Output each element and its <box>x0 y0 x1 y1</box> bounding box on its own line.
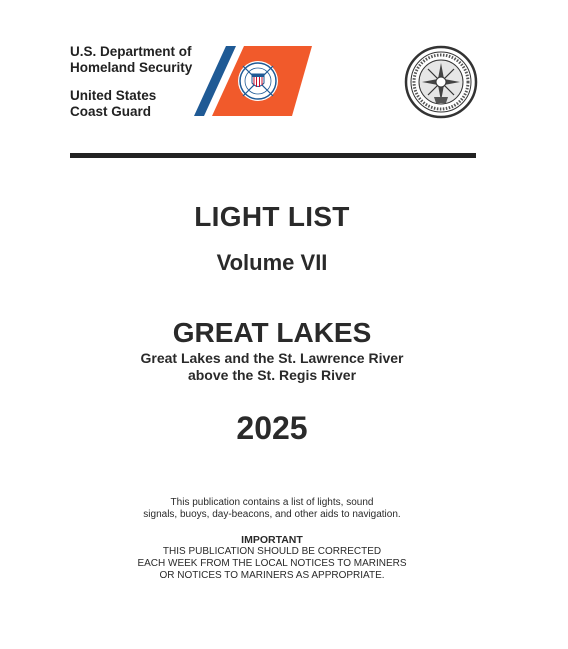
department-name <box>70 44 192 76</box>
header-divider <box>70 153 476 158</box>
coast-guard-emblem-icon <box>238 61 278 101</box>
important-line-3: OR NOTICES TO MARINERS AS APPROPRIATE. <box>159 570 385 581</box>
page-title: LIGHT LIST <box>194 201 350 232</box>
region-subtitle-line-2: above the St. Regis River <box>187 367 357 383</box>
important-line-2: EACH WEEK FROM THE LOCAL NOTICES TO MARINERS <box>137 558 407 569</box>
department-line-2: Homeland Security <box>70 60 193 75</box>
navigation-center-seal-icon <box>404 45 478 119</box>
edition-year: 2025 <box>236 410 308 446</box>
important-line-1: THIS PUBLICATION SHOULD BE CORRECTED <box>162 546 382 557</box>
coast-guard-stripe-logo <box>194 46 314 116</box>
agency-line-1: United States <box>70 88 157 103</box>
description-line-1: This publication contains a list of lights, sound <box>170 497 374 508</box>
description-line-2: signals, buoys, day-beacons, and other aids to navigation. <box>143 509 401 520</box>
department-line-1: U.S. Department of <box>70 44 192 59</box>
region-title: GREAT LAKES <box>172 317 372 348</box>
volume-label: Volume VII <box>216 250 328 275</box>
important-heading: IMPORTANT <box>241 534 303 546</box>
agency-name <box>70 88 156 120</box>
agency-line-2: Coast Guard <box>70 104 152 119</box>
region-subtitle-line-1: Great Lakes and the St. Lawrence River <box>140 350 404 366</box>
